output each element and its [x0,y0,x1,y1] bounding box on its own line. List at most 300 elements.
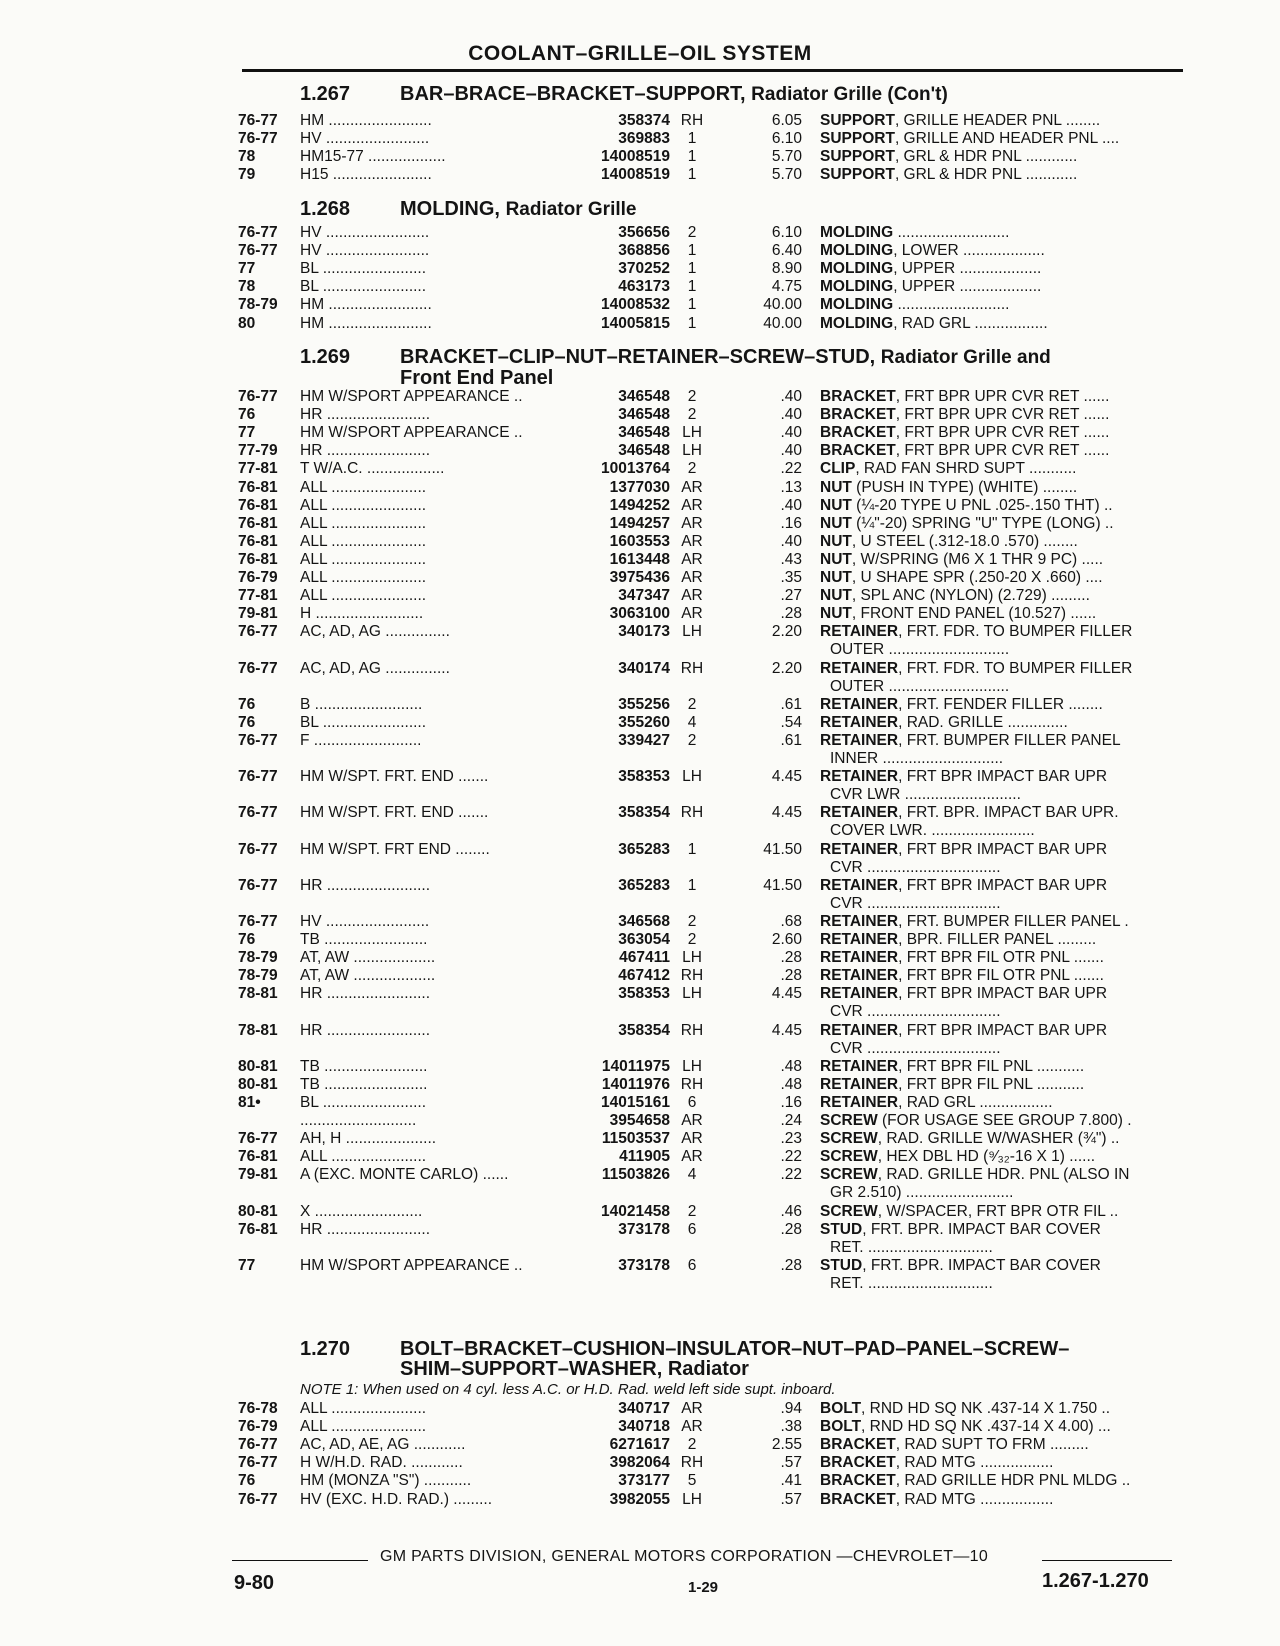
parts-row [0,1021,1280,1057]
description-continued: RET. ............................. [830,1238,993,1256]
section-heading [300,84,948,105]
description: NUT (¼"-20) SPRING "U" TYPE (LONG) .. [820,514,1114,532]
model-code: H W/H.D. RAD. ............ [300,1454,463,1472]
parts-row [0,460,1280,478]
quantity: 1 [687,130,697,148]
description: RETAINER, FRT. FENDER FILLER ........ [820,695,1103,713]
model-year: 79-81 [238,1166,278,1184]
part-number: 1603553 [609,532,670,550]
price: .61 [780,731,802,749]
part-number: 10013764 [601,460,670,478]
price: .28 [780,1256,802,1274]
part-number: 358354 [618,1021,670,1039]
quantity: 6 [687,1093,697,1111]
part-number: 346548 [618,406,670,424]
model-code: HM (MONZA "S") ........... [300,1472,472,1490]
description: RETAINER, FRT BPR IMPACT BAR UPR [820,768,1108,786]
price: .54 [780,713,802,731]
model-year: 76-77 [238,224,278,241]
description: NUT, U SHAPE SPR (.250-20 X .660) .... [820,569,1103,586]
model-year: 76-77 [238,1436,278,1454]
parts-row [0,1094,1280,1112]
parts-row [0,442,1280,460]
part-number: 11503537 [601,1130,670,1148]
model-code: HV ........................ [300,224,430,241]
price: 4.45 [771,768,802,786]
price: .27 [780,587,802,605]
model-year: 76-77 [238,130,278,148]
description: SUPPORT, GRL & HDR PNL ............ [820,148,1078,166]
section-title-line2: Front End Panel [400,367,554,389]
price: 2.20 [771,623,802,641]
model-code: HM ........................ [300,112,432,129]
part-number: 340173 [618,623,670,641]
price: .16 [780,1093,802,1111]
quantity: RH [680,1075,704,1093]
quantity: RH [680,659,704,677]
model-code: ALL ...................... [300,496,427,514]
quantity: 1 [687,242,697,260]
model-year: 76-81 [238,1220,278,1238]
section-title: BOLT–BRACKET–CUSHION–INSULATOR–NUT–PAD–PANEL–SCREW– [400,1338,1070,1360]
price: 41.50 [763,840,802,858]
parts-row [0,967,1280,985]
part-number: 373178 [618,1220,670,1238]
quantity: AR [681,587,703,605]
price: .41 [780,1472,802,1490]
description: RETAINER, BPR. FILLER PANEL ......... [820,931,1097,948]
price: .43 [780,550,802,568]
parts-row [0,569,1280,587]
price: .61 [780,695,802,713]
price: .40 [780,406,802,424]
description: STUD, FRT. BPR. IMPACT BAR COVER [820,1256,1101,1274]
price: .40 [780,424,802,442]
description: CLIP, RAD FAN SHRD SUPT ........... [820,460,1077,478]
part-number: 1494252 [609,496,670,514]
price: .57 [780,1490,802,1508]
section-number: 1.268 [300,198,351,220]
description-continued: COVER LWR. ........................ [830,822,1035,840]
part-number: 3975436 [609,569,670,586]
description-continued: CVR ............................... [830,1039,1001,1057]
description: RETAINER, FRT BPR FIL OTR PNL ....... [820,949,1104,967]
description-continued: RET. ............................. [830,1274,993,1292]
description: SCREW (FOR USAGE SEE GROUP 7.800) . [820,1112,1132,1129]
parts-row [0,659,1280,695]
part-number: 356656 [618,224,670,241]
part-number: 14021458 [601,1202,670,1220]
model-code: ALL ...................... [300,569,427,586]
price: 2.20 [771,659,802,677]
model-code: B ......................... [300,695,423,713]
model-year: 76-77 [238,659,278,677]
quantity: 4 [687,713,697,731]
model-code: ALL ...................... [300,587,427,605]
description: NUT (¼-20 TYPE U PNL .025-.150 THT) .. [820,496,1113,514]
quantity: LH [682,1057,702,1075]
part-number: 14005815 [601,314,670,332]
description: RETAINER, FRT BPR IMPACT BAR UPR [820,1021,1108,1039]
part-number: 1377030 [609,478,670,496]
part-number: 3982055 [609,1490,670,1508]
model-year: 76 [238,1472,256,1490]
quantity: 1 [687,148,697,166]
price: .35 [780,569,802,586]
description: SUPPORT, GRL & HDR PNL ............ [820,166,1078,184]
description: SCREW, HEX DBL HD (⁹⁄₃₂-16 X 1) ...... [820,1148,1096,1166]
model-code: TB ........................ [300,931,428,948]
description-continued: CVR ............................... [830,894,1001,912]
part-number: 339427 [618,731,670,749]
parts-row [0,406,1280,424]
part-number: 346548 [618,442,670,460]
section-number: 1.270 [300,1338,351,1360]
description-continued: CVR ............................... [830,858,1001,876]
part-number: 368856 [618,242,670,260]
model-code: HR ........................ [300,985,431,1003]
model-year: 76 [238,931,256,948]
description: NUT, SPL ANC (NYLON) (2.729) ......... [820,587,1090,605]
model-year: 78-81 [238,1021,278,1039]
quantity: AR [681,496,703,514]
parts-row [0,497,1280,515]
model-year: 79-81 [238,605,278,623]
price: 8.90 [771,260,802,278]
description: RETAINER, FRT. BPR. IMPACT BAR UPR. [820,804,1119,822]
section-subtitle: Radiator Grille (Con't) [751,84,948,105]
quantity: AR [681,550,703,568]
section-number: 1.267 [300,83,351,105]
price: .22 [780,460,802,478]
parts-row [0,768,1280,804]
quantity: AR [681,514,703,532]
model-year: 76-81 [238,532,278,550]
model-year: 77 [238,424,256,442]
model-year: 76-81 [238,1148,278,1166]
description: BRACKET, FRT BPR UPR CVR RET ...... [820,406,1110,424]
model-year: 78 [238,148,256,166]
title-rule [242,69,1183,72]
model-year: 80-81 [238,1057,278,1075]
model-code: HM W/SPT. FRT END ........ [300,840,490,858]
price: .28 [780,949,802,967]
part-number: 14011975 [601,1057,670,1075]
parts-row [0,551,1280,569]
parts-row [0,1112,1280,1130]
model-code: ALL ...................... [300,514,427,532]
description: MOLDING .......................... [820,224,1010,241]
parts-row [0,623,1280,659]
parts-row [0,1436,1280,1454]
part-number: 14008532 [601,296,670,314]
parts-row [0,260,1280,278]
quantity: 2 [687,460,697,478]
price: .24 [780,1112,802,1129]
section-number: 1.269 [300,346,351,368]
parts-row [0,714,1280,732]
quantity: 2 [687,224,697,241]
description: MOLDING, UPPER ................... [820,278,1042,296]
parts-row [0,605,1280,623]
quantity: RH [680,112,704,129]
description: NUT (PUSH IN TYPE) (WHITE) ........ [820,478,1078,496]
model-code: ALL ...................... [300,478,427,496]
price: 5.70 [771,148,802,166]
description: RETAINER, FRT BPR IMPACT BAR UPR [820,840,1108,858]
model-year: 76-81 [238,478,278,496]
model-code: H15 ....................... [300,166,432,184]
price: .40 [780,442,802,460]
price: 6.05 [771,112,802,129]
model-code: A (EXC. MONTE CARLO) ...... [300,1166,509,1184]
part-number: 363054 [618,931,670,948]
quantity: 1 [687,840,697,858]
parts-row [0,1454,1280,1472]
quantity: RH [680,1454,704,1472]
model-year: 76-81 [238,550,278,568]
price: .46 [780,1202,802,1220]
parts-row [0,533,1280,551]
parts-row [0,424,1280,442]
description: RETAINER, FRT BPR FIL OTR PNL ....... [820,967,1104,985]
model-code: TB ........................ [300,1057,428,1075]
model-year: 78-79 [238,296,278,314]
part-number: 14008519 [601,148,670,166]
quantity: LH [682,985,702,1003]
quantity: 2 [687,388,697,405]
quantity: 2 [687,1436,697,1454]
model-year: 79 [238,166,256,184]
footer-date: 9-80 [234,1572,275,1594]
model-code: ALL ...................... [300,1400,427,1417]
parts-row [0,949,1280,967]
page-title: COOLANT–GRILLE–OIL SYSTEM [468,42,812,65]
part-number: 358353 [618,768,670,786]
parts-row [0,1166,1280,1202]
parts-row [0,1418,1280,1436]
model-code: HR ........................ [300,876,431,894]
description: RETAINER, FRT. BUMPER FILLER PANEL [820,731,1121,749]
part-number: 355256 [618,695,670,713]
quantity: LH [682,1490,702,1508]
section-heading [300,347,1051,388]
part-number: 1613448 [609,550,670,568]
model-code: ALL ...................... [300,532,427,550]
parts-row [0,1148,1280,1166]
quantity: AR [681,1400,703,1417]
quantity: 1 [687,314,697,332]
parts-row [0,587,1280,605]
price: .38 [780,1418,802,1436]
price: .48 [780,1075,802,1093]
model-year: 76-77 [238,1490,278,1508]
description: BRACKET, FRT BPR UPR CVR RET ...... [820,424,1110,442]
part-number: 14015161 [601,1093,670,1111]
model-year: 76-77 [238,623,278,641]
part-number: 340174 [618,659,670,677]
model-code: BL ........................ [300,260,427,278]
part-number: 467412 [618,967,670,985]
model-year: 78-79 [238,949,278,967]
parts-row [0,1203,1280,1221]
description: NUT, W/SPRING (M6 X 1 THR 9 PC) ..... [820,550,1104,568]
parts-row [0,130,1280,148]
model-year: 78-81 [238,985,278,1003]
description: NUT, U STEEL (.312-18.0 .570) ........ [820,532,1078,550]
section-heading [300,1339,1069,1379]
part-number: 463173 [618,278,670,296]
section-title-line2: SHIM–SUPPORT–WASHER, Radiator [400,1358,749,1380]
description: RETAINER, FRT BPR IMPACT BAR UPR [820,876,1108,894]
part-number: 340717 [618,1400,670,1417]
footer-section-range: 1.267-1.270 [1042,1570,1149,1592]
description: BOLT, RND HD SQ NK .437-14 X 4.00) ... [820,1418,1111,1436]
quantity: AR [681,1148,703,1166]
parts-row [0,224,1280,242]
description: BRACKET, RAD MTG ................. [820,1454,1054,1472]
description: RETAINER, RAD GRL ................. [820,1093,1053,1111]
part-number: 340718 [618,1418,670,1436]
description: RETAINER, FRT BPR IMPACT BAR UPR [820,985,1108,1003]
description: SCREW, W/SPACER, FRT BPR OTR FIL .. [820,1202,1119,1220]
quantity: 2 [687,931,697,948]
quantity: RH [680,804,704,822]
price: .40 [780,388,802,405]
price: 4.45 [771,804,802,822]
model-code: BL ........................ [300,713,427,731]
description: BOLT, RND HD SQ NK .437-14 X 1.750 .. [820,1400,1111,1417]
price: .57 [780,1454,802,1472]
part-number: 373177 [618,1472,670,1490]
model-year: 76-77 [238,1130,278,1148]
section-title: BRACKET–CLIP–NUT–RETAINER–SCREW–STUD, [400,346,876,368]
section-subtitle: Radiator Grille and [880,347,1051,368]
quantity: LH [682,442,702,460]
model-year: 76-77 [238,840,278,858]
model-code: HV ........................ [300,130,430,148]
description: MOLDING, UPPER ................... [820,260,1042,278]
price: .28 [780,1220,802,1238]
model-code: ALL ...................... [300,1418,427,1436]
parts-row [0,479,1280,497]
description-continued: CVR ............................... [830,1003,1001,1021]
part-number: 358354 [618,804,670,822]
model-year: 76-79 [238,569,278,586]
part-number: 369883 [618,130,670,148]
price: 2.60 [771,931,802,948]
quantity: 4 [687,1166,697,1184]
section-subtitle: Radiator Grille [505,199,637,220]
part-number: 358374 [618,112,670,129]
model-code: AT, AW ................... [300,967,436,985]
price: 4.45 [771,985,802,1003]
model-year: 77-79 [238,442,278,460]
description: SCREW, RAD. GRILLE W/WASHER (¾") .. [820,1130,1120,1148]
part-number: 3954658 [609,1112,670,1129]
part-number: 365283 [618,876,670,894]
model-code: HV ........................ [300,912,430,930]
quantity: AR [681,1130,703,1148]
model-code: AC, AD, AE, AG ............ [300,1436,466,1454]
price: .68 [780,912,802,930]
price: .40 [780,532,802,550]
section-title: MOLDING, [400,198,500,220]
model-year: 76-77 [238,1454,278,1472]
quantity: 2 [687,731,697,749]
description: RETAINER, RAD. GRILLE .............. [820,713,1068,731]
parts-row [0,1472,1280,1490]
quantity: 2 [687,912,697,930]
model-year: 77-81 [238,460,278,478]
price: 6.10 [771,130,802,148]
model-code: HR ........................ [300,406,431,424]
quantity: AR [681,605,703,623]
price: 40.00 [763,296,802,314]
quantity: 2 [687,1202,697,1220]
description: MOLDING .......................... [820,296,1010,314]
model-year: 76-77 [238,112,278,129]
section-note: NOTE 1: When used on 4 cyl. less A.C. or H.D. Rad. weld left side supt. inboard. [300,1381,836,1398]
model-code: HM W/SPT. FRT. END ....... [300,804,489,822]
quantity: AR [681,478,703,496]
model-year: 78-79 [238,967,278,985]
quantity: 1 [687,278,697,296]
model-year: 77 [238,1256,256,1274]
model-code: F ......................... [300,731,422,749]
quantity: 1 [687,166,697,184]
parts-row [0,1256,1280,1292]
parts-row [0,112,1280,130]
parts-row [0,876,1280,912]
parts-row [0,1400,1280,1418]
quantity: RH [680,967,704,985]
model-code: AH, H ..................... [300,1130,437,1148]
parts-row [0,931,1280,949]
model-year: 80-81 [238,1075,278,1093]
quantity: 5 [687,1472,697,1490]
model-year: 76-79 [238,1418,278,1436]
section-heading [300,199,636,220]
model-code: HM W/SPORT APPEARANCE .. [300,424,523,442]
quantity: RH [680,1021,704,1039]
description-continued: OUTER ............................ [830,677,1010,695]
description-continued: GR 2.510) ......................... [830,1184,1014,1202]
quantity: AR [681,532,703,550]
model-code: HR ........................ [300,442,431,460]
description: RETAINER, FRT. FDR. TO BUMPER FILLER [820,623,1133,641]
parts-row [0,296,1280,314]
price: .28 [780,967,802,985]
price: 5.70 [771,166,802,184]
part-number: 14008519 [601,166,670,184]
model-code: HV ........................ [300,242,430,260]
description: SCREW, RAD. GRILLE HDR. PNL (ALSO IN [820,1166,1130,1184]
price: .28 [780,605,802,623]
quantity: AR [681,1112,703,1129]
description: SUPPORT, GRILLE AND HEADER PNL .... [820,130,1120,148]
quantity: AR [681,1418,703,1436]
quantity: LH [682,424,702,442]
model-code: HM ........................ [300,296,432,314]
parts-row [0,840,1280,876]
parts-row [0,148,1280,166]
section-title: BAR–BRACE–BRACKET–SUPPORT, [400,83,746,105]
model-code: ALL ...................... [300,1148,427,1166]
model-code: HM ........................ [300,314,432,332]
quantity: 1 [687,260,697,278]
price: .13 [780,478,802,496]
